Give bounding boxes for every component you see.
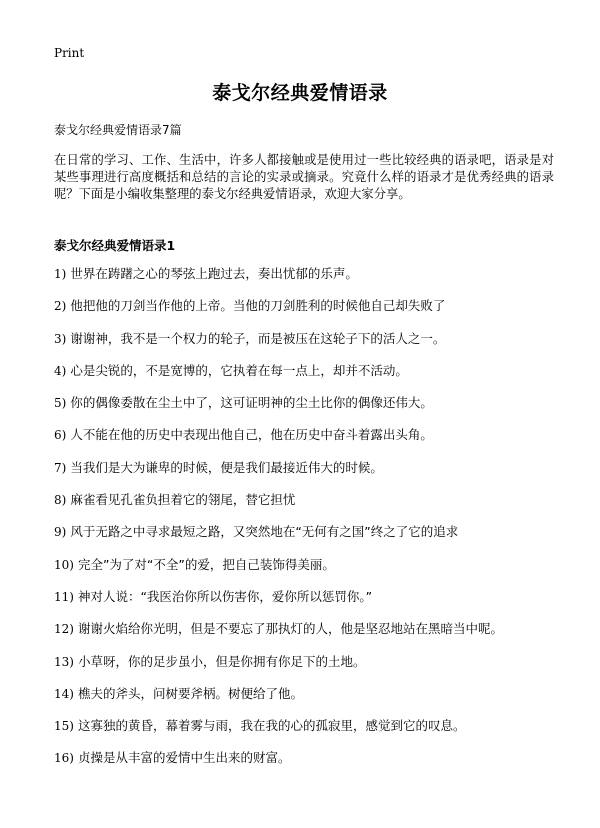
intro-paragraph: 在日常的学习、工作、生活中，许多人都接触或是使用过一些比较经典的语录吧，语录是对某些事理进行高度概括和总结的言论的实录或摘录。究竟什么样的语录才是优秀经典的语录呢？下面是小编收集整理的泰戈尔经典爱情语录，欢迎大家分享。 (54, 153, 554, 201)
quote-number: 1) (54, 267, 67, 281)
quote-number: 6) (54, 428, 67, 443)
quote-number: 10) (54, 557, 74, 572)
quote-number: 7) (54, 460, 67, 475)
quote-text: 这寡独的黄昏，幕着雾与雨，我在我的心的孤寂里，感觉到它的叹息。 (77, 718, 466, 734)
quote-number: 11) (54, 589, 74, 604)
quote-number: 16) (54, 751, 74, 766)
quote-text: 当我们是大为谦卑的时候，便是我们最接近伟大的时候。 (70, 459, 383, 475)
list-item (54, 459, 554, 491)
list-item (54, 620, 554, 652)
quote-number: 14) (54, 686, 74, 701)
quote-text: 他把他的刀剑当作他的上帝。当他的刀剑胜利的时候他自己却失败了 (70, 298, 446, 314)
list-item (54, 653, 554, 685)
quote-number: 3) (54, 331, 67, 346)
list-item (54, 685, 554, 717)
list-item (54, 394, 554, 426)
list-item (54, 556, 554, 588)
quote-text: 贞操是从丰富的爱情中生出来的财富。 (77, 750, 291, 766)
list-item (54, 297, 554, 329)
quote-number: 2) (54, 299, 67, 314)
list-item (54, 749, 554, 781)
list-item (54, 362, 554, 394)
list-item (54, 717, 554, 749)
quote-text: 完全”为了对“不全”的爱，把自己装饰得美丽。 (77, 556, 335, 572)
print-link[interactable]: Print (54, 46, 85, 60)
quote-number: 8) (54, 493, 67, 508)
list-item (54, 588, 554, 620)
list-item (54, 491, 554, 523)
page-title: 泰戈尔经典爱情语录 (212, 82, 388, 104)
quote-text: 樵夫的斧头，问树要斧柄。树便给了他。 (77, 685, 303, 701)
quote-text: 谢谢火焰给你光明，但是不要忘了那执灯的人，他是坚忍地站在黑暗当中呢。 (77, 621, 503, 637)
quote-text: 你的偶像委散在尘土中了，这可证明神的尘土比你的偶像还伟大。 (70, 395, 433, 411)
quote-number: 4) (54, 363, 67, 378)
section-heading: 泰戈尔经典爱情语录1 (54, 238, 176, 253)
list-item (54, 330, 554, 362)
quote-number: 9) (54, 525, 67, 540)
quote-text: 世界在踌躇之心的琴弦上跑过去，奏出忧郁的乐声。 (70, 266, 358, 281)
list-item (54, 265, 554, 297)
quote-text: 小草呀，你的足步虽小，但是你拥有你足下的土地。 (77, 653, 366, 669)
quote-list (54, 265, 554, 782)
quote-text: 风于无路之中寻求最短之路，又突然地在“无何有之国”终之了它的追求 (70, 524, 459, 540)
quote-number: 5) (54, 396, 67, 411)
quote-text: 神对人说：“我医治你所以伤害你，爱你所以惩罚你。” (77, 588, 373, 604)
quote-number: 12) (54, 622, 74, 637)
list-item (54, 426, 554, 458)
quote-number: 15) (54, 719, 74, 734)
document-subtitle: 泰戈尔经典爱情语录7篇 (54, 123, 182, 137)
quote-text: 心是尖锐的，不是宽博的，它执着在每一点上，却并不活动。 (70, 362, 408, 378)
quote-text: 人不能在他的历史中表现出他自己，他在历史中奋斗着露出头角。 (70, 427, 433, 443)
quote-text: 麻雀看见孔雀负担着它的翎尾，替它担忧 (70, 492, 296, 508)
list-item (54, 523, 554, 555)
quote-text: 谢谢神，我不是一个权力的轮子，而是被压在这轮子下的活人之一。 (70, 330, 446, 346)
quote-number: 13) (54, 654, 74, 669)
